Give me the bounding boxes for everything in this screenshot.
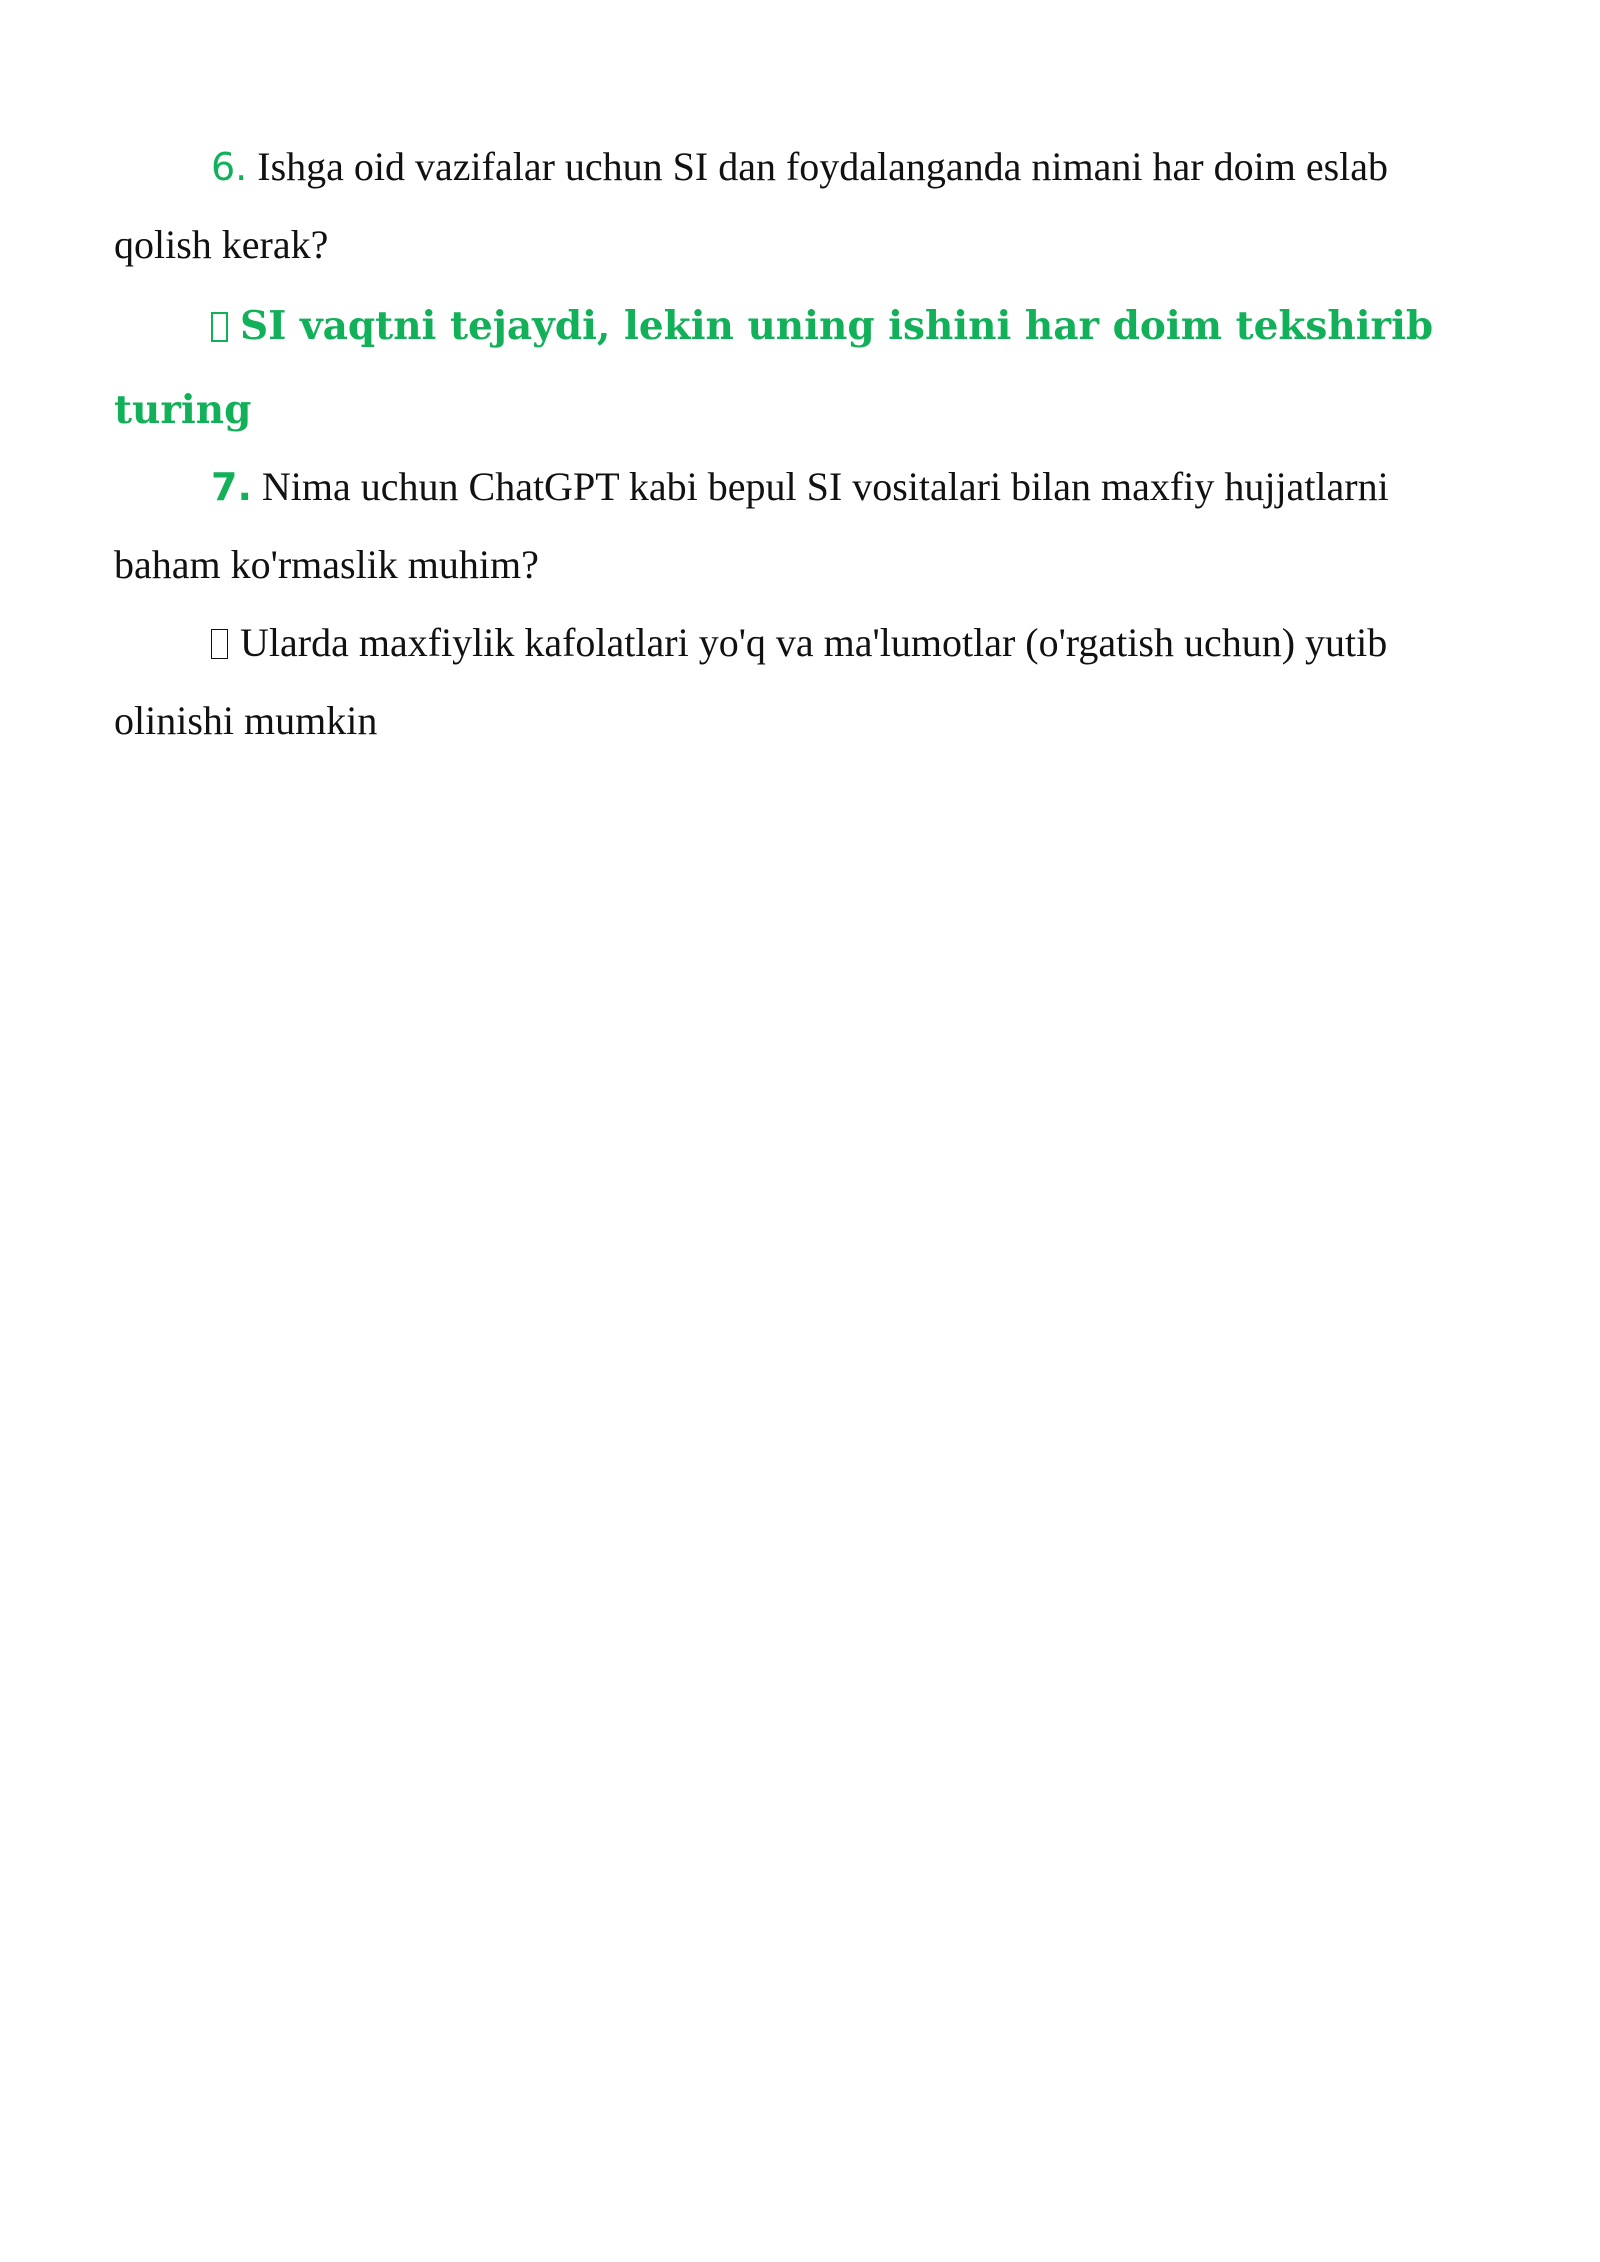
checkbox-glyph-icon [211, 629, 228, 659]
checkbox-glyph-icon [211, 312, 228, 342]
answer-7 [114, 604, 1486, 760]
document-body [114, 128, 1486, 760]
answer-text: Ularda maxfiylik kafolatlari yo'q va ma'lumotlar (o'rgatish uchun) yutib olinishi mumkin [114, 620, 1388, 743]
question-number: 6. [211, 145, 248, 189]
question-text: Nima uchun ChatGPT kabi bepul SI vositalari bilan maxfiy hujjatlarni baham ko'rmaslik muhim? [114, 464, 1389, 587]
question-text: Ishga oid vazifalar uchun SI dan foydalanganda nimani har doim eslab qolish kerak? [114, 144, 1389, 267]
question-6 [114, 128, 1486, 284]
answer-6 [114, 284, 1486, 452]
question-number: 7. [211, 465, 252, 509]
answer-text: SI vaqtni tejaydi, lekin uning ishini har doim tekshirib turing [114, 303, 1434, 433]
question-7 [114, 448, 1486, 604]
